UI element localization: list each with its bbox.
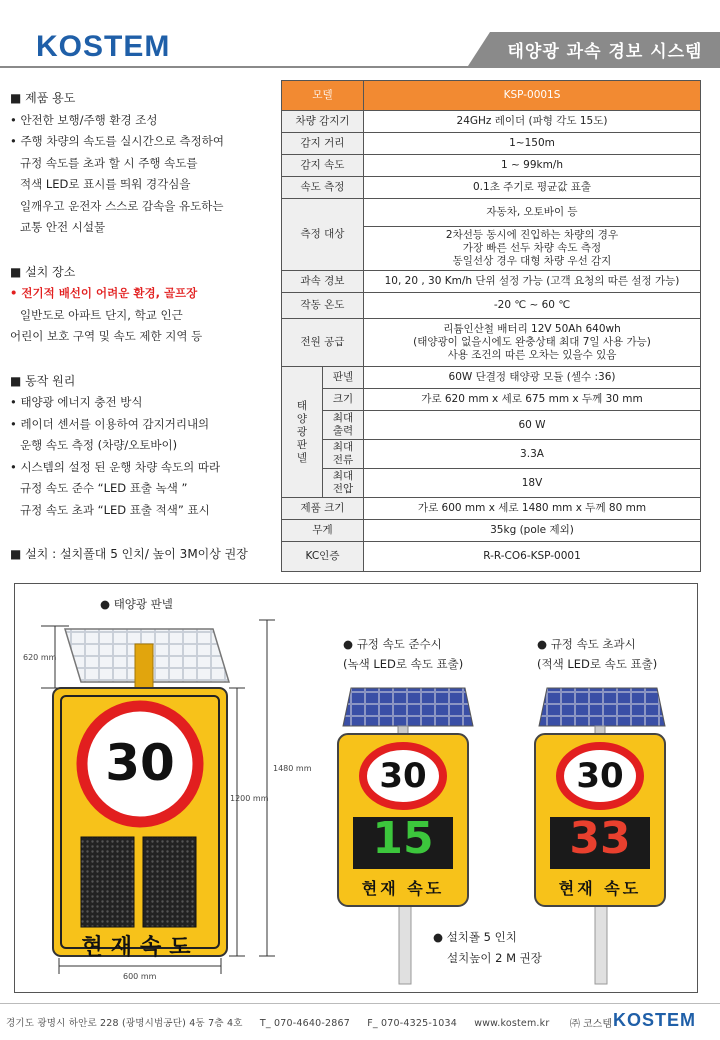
spec-value: 0.1초 주기로 평균값 표출 [364, 177, 701, 199]
table-row [282, 367, 701, 389]
spec-value: 가로 620 mm x 세로 675 mm x 두께 30 mm [364, 389, 701, 411]
place-heading: ■ 설치 장소 [10, 264, 76, 279]
table-row [282, 293, 701, 319]
table-row [282, 133, 701, 155]
spec-label: 크기 [323, 389, 364, 411]
spec-value: 10, 20 , 30 Km/h 단위 설정 가능 (고객 요청의 따른 설정 가능) [364, 271, 701, 293]
footer-web: www.kostem.kr [474, 1018, 550, 1029]
spec-label: 감지 거리 [282, 133, 364, 155]
spec-value: -20 ℃ ~ 60 ℃ [364, 293, 701, 319]
footer-divider [0, 1003, 720, 1004]
sign-label-red: 현재 속도 [558, 879, 642, 898]
limit-number-red: 30 [576, 756, 624, 796]
kostem-logo: KOSTEM [36, 30, 171, 63]
product-figure [14, 583, 698, 993]
spec-label: 판넬 [323, 367, 364, 389]
table-row [282, 319, 701, 367]
solar-panel-label: 태 양 광 판 넬 [282, 367, 323, 498]
dim-600: 600 mm [123, 972, 157, 981]
usage-item: • 안전한 보행/주행 환경 조성 [10, 110, 272, 132]
spec-value: 60W 단결정 태양광 모듈 (셀수 :36) [364, 367, 701, 389]
spec-value: 리튬인산철 배터리 12V 50Ah 640wh (태양광이 없을시에도 완충상태 최대 7일 사용 가능) 사용 조건의 따른 오차는 있을수 있음 [364, 319, 701, 367]
dim-620: 620 mm [23, 653, 57, 662]
spec-value: 2차선등 동시에 진입하는 차량의 경우 가장 빠른 선두 차량 속도 측정 동일선상 경우 대형 차량 우선 감지 [364, 227, 701, 271]
spec-value: 1~150m [364, 133, 701, 155]
spec-value: R-R-CO6-KSP-0001 [364, 542, 701, 572]
spec-label: 최대 출력 [323, 411, 364, 440]
model-label: 모델 [282, 81, 364, 111]
spec-label: 작동 온도 [282, 293, 364, 319]
place-highlight: • 전기적 배선이 어려운 환경, 골프장 [10, 283, 272, 305]
footer-address: 경기도 광명시 하안로 228 (광명시범공단) 4동 7층 4호 [6, 1018, 243, 1029]
panel-bracket [135, 644, 153, 690]
model-value: KSP-0001S [364, 81, 701, 111]
principle-line: 규정 속도 준수 “LED 표출 녹색 ” [20, 481, 188, 495]
spec-value: 24GHz 레이더 (파형 각도 15도) [364, 111, 701, 133]
place-line: 일반도로 아파트 단지, 학교 인근 [20, 307, 183, 322]
footer-tel: T_ 070-4640-2867 [259, 1018, 350, 1029]
limit-number-green: 30 [379, 756, 427, 796]
principle-item: • 레이더 센서를 이용하여 감지거리내의 [10, 414, 272, 436]
principle-item: • 태양광 에너지 충전 방식 [10, 392, 272, 414]
table-row [282, 81, 701, 111]
solar-panel-caption: ● 태양광 판넬 [100, 597, 173, 611]
current-speed-label: 현재속도 [81, 935, 199, 960]
footer-fax: F_ 070-4325-1034 [367, 1018, 457, 1029]
speed-sign-large [53, 688, 227, 956]
spec-label: 차량 감지기 [282, 111, 364, 133]
table-row [282, 111, 701, 133]
spec-label: 제품 크기 [282, 498, 364, 520]
spec-label: 측정 대상 [282, 199, 364, 271]
spec-label: KC인증 [282, 542, 364, 572]
page-title: 태양광 과속 경보 시스템 [490, 32, 720, 66]
speed-limit-number: 30 [105, 734, 175, 792]
principle-line: 규정 속도 초과 “LED 표출 적색” 표시 [20, 502, 210, 517]
table-row [282, 199, 701, 227]
spec-value: 60 W [364, 411, 701, 440]
table-row [282, 469, 701, 498]
install-note: ■ 설치 : 설치폴대 5 인치/ 높이 3M이상 권장 [10, 547, 248, 561]
red-caption: ● 규정 속도 초과시 [537, 637, 636, 651]
footer-logo: KOSTEM [612, 1010, 696, 1030]
usage-line: 교통 안전 시설물 [20, 220, 106, 234]
pole-caption-sub: 설치높이 2 M 권장 [447, 951, 542, 965]
spec-value: 35kg (pole 제외) [364, 520, 701, 542]
spec-value: 3.3A [364, 440, 701, 469]
spec-value: 18V [364, 469, 701, 498]
usage-line: 적색 LED로 표시를 띄워 경각심을 [20, 177, 191, 191]
product-description [10, 86, 272, 566]
principle-heading: ■ 동작 원리 [10, 373, 76, 388]
usage-line: 규정 속도를 초과 할 시 주행 속도를 [20, 155, 198, 170]
table-row [282, 177, 701, 199]
led-speed-red: 33 [569, 813, 631, 864]
green-caption: ● 규정 속도 준수시 [343, 637, 442, 651]
led-speed-green: 15 [372, 813, 434, 864]
principle-line: 운행 속도 측정 (차량/오토바이) [20, 438, 178, 452]
principle-item: • 시스템의 설정 된 운행 차량 속도의 따라 [10, 457, 272, 479]
table-row [282, 542, 701, 572]
spec-table [281, 80, 701, 572]
table-row [282, 498, 701, 520]
spec-label: 전원 공급 [282, 319, 364, 367]
table-row [282, 440, 701, 469]
table-row [282, 411, 701, 440]
spec-label: 속도 측정 [282, 177, 364, 199]
footer-corp: ㈜ 코스템 [569, 1019, 612, 1030]
red-caption-sub: (적색 LED로 속도 표출) [537, 657, 658, 671]
table-row [282, 271, 701, 293]
usage-heading: ■ 제품 용도 [10, 91, 76, 105]
dim-1200: 1200 mm [230, 794, 269, 803]
spec-value: 자동차, 오토바이 등 [364, 199, 701, 227]
page-header [0, 0, 720, 70]
place-line: 어린이 보호 구역 및 속도 제한 지역 등 [10, 329, 203, 343]
spec-label: 과속 경보 [282, 271, 364, 293]
dim-1480: 1480 mm [273, 764, 312, 773]
table-row [282, 155, 701, 177]
spec-label: 무게 [282, 520, 364, 542]
usage-line: 일깨우고 운전자 스스로 감속을 유도하는 [20, 198, 224, 213]
spec-value: 1 ~ 99km/h [364, 155, 701, 177]
spec-label: 최대 전압 [323, 469, 364, 498]
header-divider [0, 66, 720, 68]
sign-label-green: 현재 속도 [361, 879, 445, 898]
spec-label: 감지 속도 [282, 155, 364, 177]
pole-caption: ● 설치폴 5 인치 [433, 930, 517, 944]
table-row [282, 520, 701, 542]
table-row [282, 389, 701, 411]
footer-contact [6, 1015, 563, 1029]
green-caption-sub: (녹색 LED로 속도 표출) [343, 657, 464, 671]
spec-value: 가로 600 mm x 세로 1480 mm x 두께 80 mm [364, 498, 701, 520]
spec-label: 최대 전류 [323, 440, 364, 469]
usage-item: • 주행 차량의 속도를 실시간으로 측정하여 [10, 131, 272, 153]
